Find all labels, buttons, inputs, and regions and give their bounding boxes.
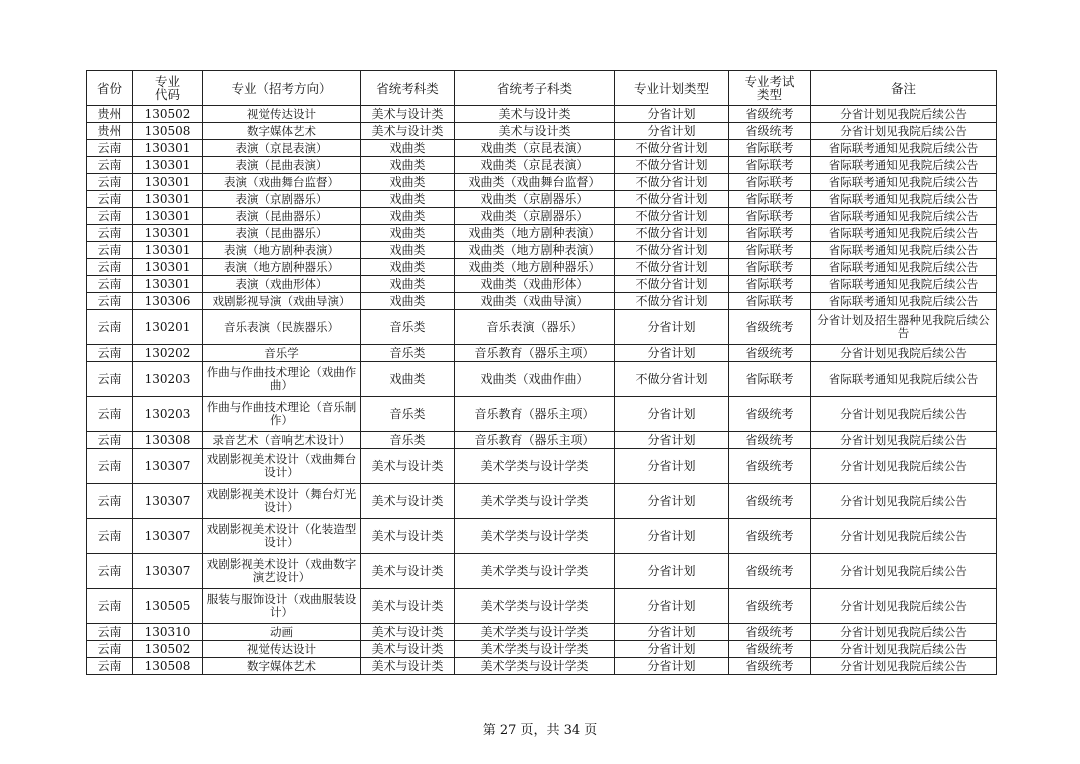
cell-note: 分省计划见我院后续公告	[811, 345, 997, 362]
cell-exam-category: 美术与设计类	[361, 123, 455, 140]
cell-exam-category: 戏曲类	[361, 293, 455, 310]
cell-note: 省际联考通知见我院后续公告	[811, 191, 997, 208]
cell-major-name: 表演（昆曲器乐）	[203, 225, 361, 242]
admissions-plan-table	[86, 70, 997, 675]
cell-exam-category: 美术与设计类	[361, 554, 455, 589]
cell-province: 云南	[87, 432, 133, 449]
table-row	[87, 345, 997, 362]
cell-exam-subcategory: 戏曲类（戏曲作曲）	[455, 362, 615, 397]
cell-note: 省际联考通知见我院后续公告	[811, 242, 997, 259]
cell-note: 分省计划见我院后续公告	[811, 397, 997, 432]
cell-exam-subcategory: 戏曲类（京昆表演）	[455, 140, 615, 157]
cell-exam-subcategory: 美术学类与设计学类	[455, 519, 615, 554]
cell-major-code: 130307	[133, 554, 203, 589]
cell-exam-type: 省际联考	[729, 191, 811, 208]
table-row	[87, 397, 997, 432]
cell-exam-type: 省级统考	[729, 106, 811, 123]
cell-province: 贵州	[87, 106, 133, 123]
table-row	[87, 208, 997, 225]
cell-exam-subcategory: 音乐教育（器乐主项）	[455, 432, 615, 449]
cell-province: 云南	[87, 624, 133, 641]
table-row	[87, 225, 997, 242]
header-major-code: 专业 代码	[133, 71, 203, 106]
header-province: 省份	[87, 71, 133, 106]
cell-exam-type: 省级统考	[729, 484, 811, 519]
cell-plan-type: 分省计划	[615, 345, 729, 362]
cell-exam-category: 戏曲类	[361, 276, 455, 293]
cell-note: 省际联考通知见我院后续公告	[811, 259, 997, 276]
cell-exam-category: 美术与设计类	[361, 484, 455, 519]
cell-exam-subcategory: 美术学类与设计学类	[455, 554, 615, 589]
cell-exam-category: 美术与设计类	[361, 624, 455, 641]
cell-major-code: 130502	[133, 106, 203, 123]
table-header-row	[87, 71, 997, 106]
cell-major-name: 视觉传达设计	[203, 641, 361, 658]
cell-province: 云南	[87, 208, 133, 225]
cell-exam-category: 戏曲类	[361, 259, 455, 276]
cell-exam-type: 省级统考	[729, 449, 811, 484]
cell-note: 省际联考通知见我院后续公告	[811, 276, 997, 293]
cell-plan-type: 不做分省计划	[615, 242, 729, 259]
cell-province: 云南	[87, 191, 133, 208]
cell-note: 分省计划见我院后续公告	[811, 519, 997, 554]
cell-exam-subcategory: 戏曲类（京剧器乐）	[455, 208, 615, 225]
table-row	[87, 589, 997, 624]
cell-major-code: 130203	[133, 397, 203, 432]
cell-province: 云南	[87, 484, 133, 519]
cell-major-name: 动画	[203, 624, 361, 641]
table-row	[87, 658, 997, 675]
cell-exam-category: 音乐类	[361, 310, 455, 345]
cell-province: 云南	[87, 345, 133, 362]
cell-exam-type: 省际联考	[729, 174, 811, 191]
cell-exam-subcategory: 戏曲类（地方剧种表演）	[455, 242, 615, 259]
cell-plan-type: 分省计划	[615, 397, 729, 432]
cell-major-name: 戏剧影视导演（戏曲导演）	[203, 293, 361, 310]
cell-note: 分省计划及招生器种见我院后续公告	[811, 310, 997, 345]
cell-note: 分省计划见我院后续公告	[811, 658, 997, 675]
cell-province: 贵州	[87, 123, 133, 140]
table-row	[87, 157, 997, 174]
cell-major-name: 表演（地方剧种表演）	[203, 242, 361, 259]
header-exam-category: 省统考科类	[361, 71, 455, 106]
table-row	[87, 123, 997, 140]
cell-plan-type: 不做分省计划	[615, 362, 729, 397]
table-row	[87, 484, 997, 519]
cell-exam-subcategory: 戏曲类（戏曲舞台监督）	[455, 174, 615, 191]
cell-province: 云南	[87, 225, 133, 242]
cell-province: 云南	[87, 519, 133, 554]
cell-exam-subcategory: 美术学类与设计学类	[455, 641, 615, 658]
cell-exam-subcategory: 音乐教育（器乐主项）	[455, 345, 615, 362]
cell-province: 云南	[87, 310, 133, 345]
cell-major-name: 表演（昆曲器乐）	[203, 208, 361, 225]
cell-exam-category: 美术与设计类	[361, 641, 455, 658]
cell-note: 分省计划见我院后续公告	[811, 123, 997, 140]
cell-major-name: 戏剧影视美术设计（戏曲数字演艺设计）	[203, 554, 361, 589]
cell-exam-type: 省际联考	[729, 276, 811, 293]
cell-major-name: 作曲与作曲技术理论（音乐制作）	[203, 397, 361, 432]
cell-exam-type: 省际联考	[729, 293, 811, 310]
table-row	[87, 519, 997, 554]
table-row	[87, 624, 997, 641]
cell-plan-type: 分省计划	[615, 432, 729, 449]
cell-exam-type: 省级统考	[729, 397, 811, 432]
cell-major-code: 130306	[133, 293, 203, 310]
cell-major-code: 130301	[133, 225, 203, 242]
cell-province: 云南	[87, 259, 133, 276]
cell-exam-type: 省际联考	[729, 208, 811, 225]
table-row	[87, 106, 997, 123]
table-row	[87, 432, 997, 449]
table-row	[87, 259, 997, 276]
cell-exam-type: 省际联考	[729, 362, 811, 397]
cell-note: 省际联考通知见我院后续公告	[811, 225, 997, 242]
table-row	[87, 449, 997, 484]
cell-exam-subcategory: 美术学类与设计学类	[455, 449, 615, 484]
page-number-footer: 第 27 页，共 34 页	[482, 723, 598, 738]
table-row	[87, 140, 997, 157]
table-row	[87, 242, 997, 259]
cell-exam-category: 戏曲类	[361, 174, 455, 191]
cell-exam-category: 美术与设计类	[361, 106, 455, 123]
cell-exam-category: 音乐类	[361, 432, 455, 449]
cell-plan-type: 不做分省计划	[615, 276, 729, 293]
cell-major-code: 130301	[133, 191, 203, 208]
cell-major-name: 服装与服饰设计（戏曲服装设计）	[203, 589, 361, 624]
cell-major-code: 130505	[133, 589, 203, 624]
cell-exam-category: 音乐类	[361, 345, 455, 362]
cell-plan-type: 不做分省计划	[615, 208, 729, 225]
cell-major-name: 戏剧影视美术设计（舞台灯光设计）	[203, 484, 361, 519]
cell-exam-category: 戏曲类	[361, 208, 455, 225]
cell-exam-type: 省级统考	[729, 123, 811, 140]
cell-major-name: 表演（昆曲表演）	[203, 157, 361, 174]
table-row	[87, 362, 997, 397]
cell-exam-type: 省际联考	[729, 259, 811, 276]
cell-note: 分省计划见我院后续公告	[811, 554, 997, 589]
cell-exam-subcategory: 美术学类与设计学类	[455, 589, 615, 624]
cell-plan-type: 不做分省计划	[615, 225, 729, 242]
cell-exam-type: 省级统考	[729, 519, 811, 554]
table-body	[87, 106, 997, 675]
cell-plan-type: 分省计划	[615, 624, 729, 641]
table-row	[87, 293, 997, 310]
cell-plan-type: 分省计划	[615, 641, 729, 658]
table-row	[87, 276, 997, 293]
cell-exam-subcategory: 美术学类与设计学类	[455, 624, 615, 641]
cell-plan-type: 分省计划	[615, 519, 729, 554]
cell-exam-subcategory: 美术学类与设计学类	[455, 484, 615, 519]
cell-exam-subcategory: 戏曲类（戏曲导演）	[455, 293, 615, 310]
cell-major-code: 130307	[133, 449, 203, 484]
header-note: 备注	[811, 71, 997, 106]
cell-exam-type: 省级统考	[729, 589, 811, 624]
cell-major-name: 戏剧影视美术设计（化装造型设计）	[203, 519, 361, 554]
cell-major-code: 130201	[133, 310, 203, 345]
cell-major-name: 表演（京昆表演）	[203, 140, 361, 157]
cell-major-code: 130301	[133, 259, 203, 276]
cell-plan-type: 分省计划	[615, 484, 729, 519]
cell-exam-subcategory: 美术与设计类	[455, 123, 615, 140]
cell-major-name: 表演（京剧器乐）	[203, 191, 361, 208]
cell-province: 云南	[87, 140, 133, 157]
cell-note: 省际联考通知见我院后续公告	[811, 208, 997, 225]
table-row	[87, 554, 997, 589]
cell-major-code: 130508	[133, 658, 203, 675]
cell-major-code: 130301	[133, 276, 203, 293]
cell-major-name: 数字媒体艺术	[203, 123, 361, 140]
cell-note: 省际联考通知见我院后续公告	[811, 157, 997, 174]
cell-major-name: 作曲与作曲技术理论（戏曲作曲）	[203, 362, 361, 397]
cell-plan-type: 分省计划	[615, 106, 729, 123]
cell-exam-category: 音乐类	[361, 397, 455, 432]
cell-major-name: 戏剧影视美术设计（戏曲舞台设计）	[203, 449, 361, 484]
header-exam-type: 专业考试 类型	[729, 71, 811, 106]
cell-province: 云南	[87, 658, 133, 675]
cell-major-name: 表演（戏曲舞台监督）	[203, 174, 361, 191]
cell-province: 云南	[87, 589, 133, 624]
cell-major-code: 130301	[133, 174, 203, 191]
cell-plan-type: 不做分省计划	[615, 293, 729, 310]
cell-major-name: 音乐学	[203, 345, 361, 362]
cell-major-name: 音乐表演（民族器乐）	[203, 310, 361, 345]
cell-exam-type: 省际联考	[729, 242, 811, 259]
cell-note: 省际联考通知见我院后续公告	[811, 293, 997, 310]
cell-exam-subcategory: 戏曲类（地方剧种器乐）	[455, 259, 615, 276]
table-row	[87, 310, 997, 345]
cell-note: 分省计划见我院后续公告	[811, 624, 997, 641]
cell-exam-subcategory: 美术学类与设计学类	[455, 658, 615, 675]
cell-exam-subcategory: 戏曲类（地方剧种表演）	[455, 225, 615, 242]
cell-note: 分省计划见我院后续公告	[811, 432, 997, 449]
cell-note: 分省计划见我院后续公告	[811, 106, 997, 123]
cell-major-code: 130502	[133, 641, 203, 658]
cell-exam-type: 省际联考	[729, 157, 811, 174]
table-row	[87, 641, 997, 658]
cell-plan-type: 分省计划	[615, 658, 729, 675]
table-row	[87, 191, 997, 208]
cell-major-code: 130202	[133, 345, 203, 362]
cell-exam-type: 省际联考	[729, 140, 811, 157]
cell-province: 云南	[87, 397, 133, 432]
cell-note: 省际联考通知见我院后续公告	[811, 140, 997, 157]
cell-exam-category: 戏曲类	[361, 362, 455, 397]
cell-major-code: 130307	[133, 484, 203, 519]
cell-exam-category: 戏曲类	[361, 157, 455, 174]
cell-plan-type: 分省计划	[615, 310, 729, 345]
cell-note: 省际联考通知见我院后续公告	[811, 174, 997, 191]
cell-province: 云南	[87, 449, 133, 484]
cell-major-code: 130508	[133, 123, 203, 140]
cell-major-code: 130308	[133, 432, 203, 449]
cell-exam-type: 省级统考	[729, 310, 811, 345]
cell-note: 省际联考通知见我院后续公告	[811, 362, 997, 397]
cell-exam-subcategory: 音乐教育（器乐主项）	[455, 397, 615, 432]
cell-major-code: 130301	[133, 208, 203, 225]
cell-major-code: 130301	[133, 157, 203, 174]
cell-plan-type: 不做分省计划	[615, 140, 729, 157]
cell-exam-subcategory: 戏曲类（京昆表演）	[455, 157, 615, 174]
table-row	[87, 174, 997, 191]
header-major-name: 专业（招考方向）	[203, 71, 361, 106]
cell-note: 分省计划见我院后续公告	[811, 589, 997, 624]
cell-plan-type: 分省计划	[615, 589, 729, 624]
cell-exam-category: 美术与设计类	[361, 589, 455, 624]
cell-province: 云南	[87, 174, 133, 191]
cell-major-name: 表演（地方剧种器乐）	[203, 259, 361, 276]
cell-exam-type: 省级统考	[729, 641, 811, 658]
cell-major-code: 130310	[133, 624, 203, 641]
cell-exam-type: 省级统考	[729, 345, 811, 362]
cell-major-code: 130301	[133, 140, 203, 157]
cell-plan-type: 不做分省计划	[615, 174, 729, 191]
cell-major-code: 130307	[133, 519, 203, 554]
cell-plan-type: 分省计划	[615, 123, 729, 140]
cell-plan-type: 分省计划	[615, 449, 729, 484]
header-exam-subcategory: 省统考子科类	[455, 71, 615, 106]
cell-exam-subcategory: 戏曲类（京剧器乐）	[455, 191, 615, 208]
cell-exam-subcategory: 美术与设计类	[455, 106, 615, 123]
cell-note: 分省计划见我院后续公告	[811, 641, 997, 658]
cell-province: 云南	[87, 157, 133, 174]
cell-exam-category: 美术与设计类	[361, 449, 455, 484]
cell-exam-subcategory: 戏曲类（戏曲形体）	[455, 276, 615, 293]
cell-exam-type: 省级统考	[729, 624, 811, 641]
cell-exam-category: 戏曲类	[361, 191, 455, 208]
cell-exam-category: 戏曲类	[361, 225, 455, 242]
cell-plan-type: 不做分省计划	[615, 157, 729, 174]
cell-plan-type: 不做分省计划	[615, 191, 729, 208]
cell-plan-type: 不做分省计划	[615, 259, 729, 276]
cell-exam-category: 戏曲类	[361, 140, 455, 157]
cell-major-code: 130203	[133, 362, 203, 397]
cell-province: 云南	[87, 242, 133, 259]
cell-note: 分省计划见我院后续公告	[811, 449, 997, 484]
cell-province: 云南	[87, 554, 133, 589]
cell-exam-type: 省级统考	[729, 554, 811, 589]
cell-major-name: 数字媒体艺术	[203, 658, 361, 675]
header-plan-type: 专业计划类型	[615, 71, 729, 106]
cell-province: 云南	[87, 362, 133, 397]
cell-exam-category: 美术与设计类	[361, 519, 455, 554]
cell-exam-category: 戏曲类	[361, 242, 455, 259]
cell-major-name: 录音艺术（音响艺术设计）	[203, 432, 361, 449]
cell-plan-type: 分省计划	[615, 554, 729, 589]
cell-note: 分省计划见我院后续公告	[811, 484, 997, 519]
cell-province: 云南	[87, 293, 133, 310]
cell-exam-subcategory: 音乐表演（器乐）	[455, 310, 615, 345]
cell-exam-type: 省级统考	[729, 432, 811, 449]
cell-exam-type: 省级统考	[729, 658, 811, 675]
cell-major-name: 视觉传达设计	[203, 106, 361, 123]
cell-province: 云南	[87, 641, 133, 658]
cell-major-name: 表演（戏曲形体）	[203, 276, 361, 293]
cell-major-code: 130301	[133, 242, 203, 259]
cell-exam-type: 省际联考	[729, 225, 811, 242]
cell-exam-category: 美术与设计类	[361, 658, 455, 675]
cell-province: 云南	[87, 276, 133, 293]
